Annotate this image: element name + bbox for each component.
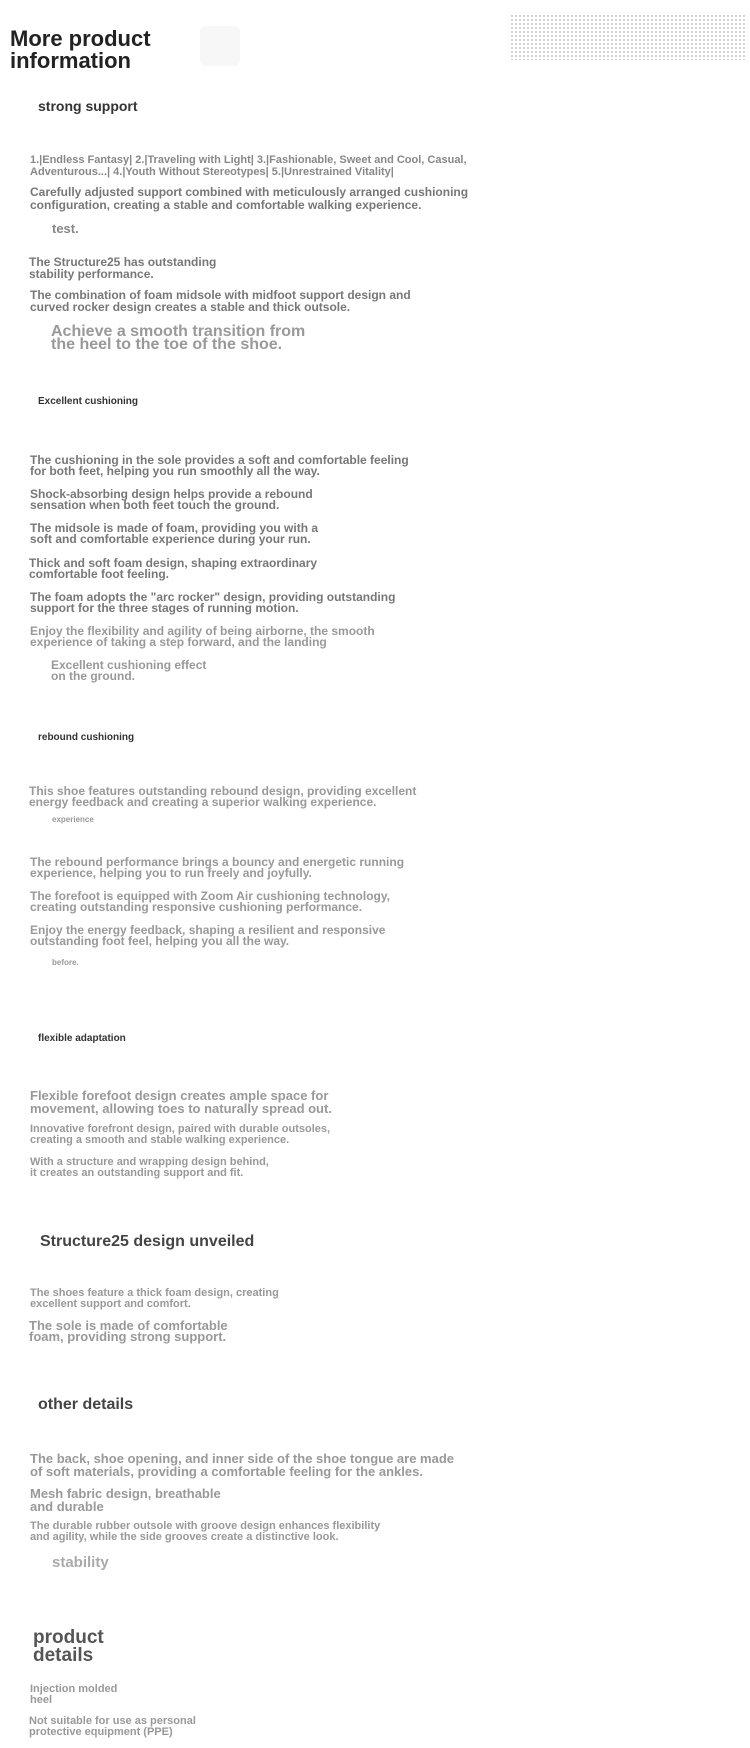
header-decor [200,26,240,66]
paragraph: The rebound performance brings a bouncy and energetic running experience, helping you to run freely and joyfully. [30,855,405,880]
section-heading: rebound cushioning [38,732,135,743]
paragraph: Carefully adjusted support combined with meticulously arranged cushioning configuration, creating a stable and comfortable walking experience. [30,185,469,212]
section-heading: flexible adaptation [38,1033,126,1044]
paragraph: The midsole is made of foam, providing you with a soft and comfortable experience during your run. [30,521,319,546]
paragraph: Thick and soft foam design, shaping extraordinary comfortable foot feeling. [29,556,318,581]
paragraph: Enjoy the flexibility and agility of being airborne, the smooth experience of taking a step forward, and the landing [30,624,375,649]
paragraph: The foam adopts the "arc rocker" design, providing outstanding support for the three stages of running motion. [30,590,396,615]
paragraph: The shoes feature a thick foam design, creating excellent support and comfort. [30,1287,279,1310]
feature-tags: 1.|Endless Fantasy| 2.|Traveling with Light| 3.|Fashionable, Sweet and Cool, Casual, Adventurous...| 4.|Youth Without Stereotypes| 5.|Unrestrained Vitality| [30,154,467,178]
paragraph: Not suitable for use as personal protective equipment (PPE) [29,1715,196,1738]
caption: test. [52,221,79,236]
paragraph: Injection molded heel [30,1683,118,1706]
paragraph: Enjoy the energy feedback, shaping a resilient and responsive outstanding foot feel, helping you all the way. [30,923,386,948]
paragraph: Flexible forefoot design creates ample space for movement, allowing toes to naturally spread out. [30,1088,332,1116]
paragraph: This shoe features outstanding rebound design, providing excellent energy feedback and creating a superior walking experience. [29,784,417,809]
paragraph: Mesh fabric design, breathable and durable [30,1486,221,1514]
caption: experience [52,815,94,824]
highlight-text: stability [52,1554,109,1571]
paragraph: The cushioning in the sole provides a soft and comfortable feeling for both feet, helping you run smoothly all the way. [30,453,409,478]
paragraph: Excellent cushioning effect on the ground. [51,658,207,683]
paragraph: The sole is made of comfortable foam, providing strong support. [29,1318,228,1344]
section-heading: Excellent cushioning [38,396,139,407]
paragraph: The combination of foam midsole with midfoot support design and curved rocker design creates a stable and thick outsole. [30,288,411,314]
section-heading: product details [33,1627,104,1666]
highlight-text: Achieve a smooth transition from the heel to the toe of the shoe. [51,323,306,353]
paragraph: The Structure25 has outstanding stability performance. [29,255,217,281]
section-heading: Structure25 design unveiled [40,1233,255,1250]
section-heading: other details [38,1396,134,1413]
section-heading: strong support [38,98,138,114]
paragraph: With a structure and wrapping design behind, it creates an outstanding support and fit. [30,1156,269,1179]
paragraph: The durable rubber outsole with groove design enhances flexibility and agility, while the side grooves create a distinctive look. [30,1520,381,1543]
paragraph: Shock-absorbing design helps provide a rebound sensation when both feet touch the ground. [30,487,313,512]
paragraph: Innovative forefront design, paired with durable outsoles, creating a smooth and stable walking experience. [30,1123,331,1146]
paragraph: The forefoot is equipped with Zoom Air cushioning technology, creating outstanding responsive cushioning performance. [30,889,390,914]
paragraph: The back, shoe opening, and inner side of the shoe tongue are made of soft materials, providing a comfortable feeling for the ankles. [30,1451,455,1479]
page-title: More product information [10,26,151,73]
header-dot-pattern [510,14,746,60]
caption: before. [52,958,79,967]
